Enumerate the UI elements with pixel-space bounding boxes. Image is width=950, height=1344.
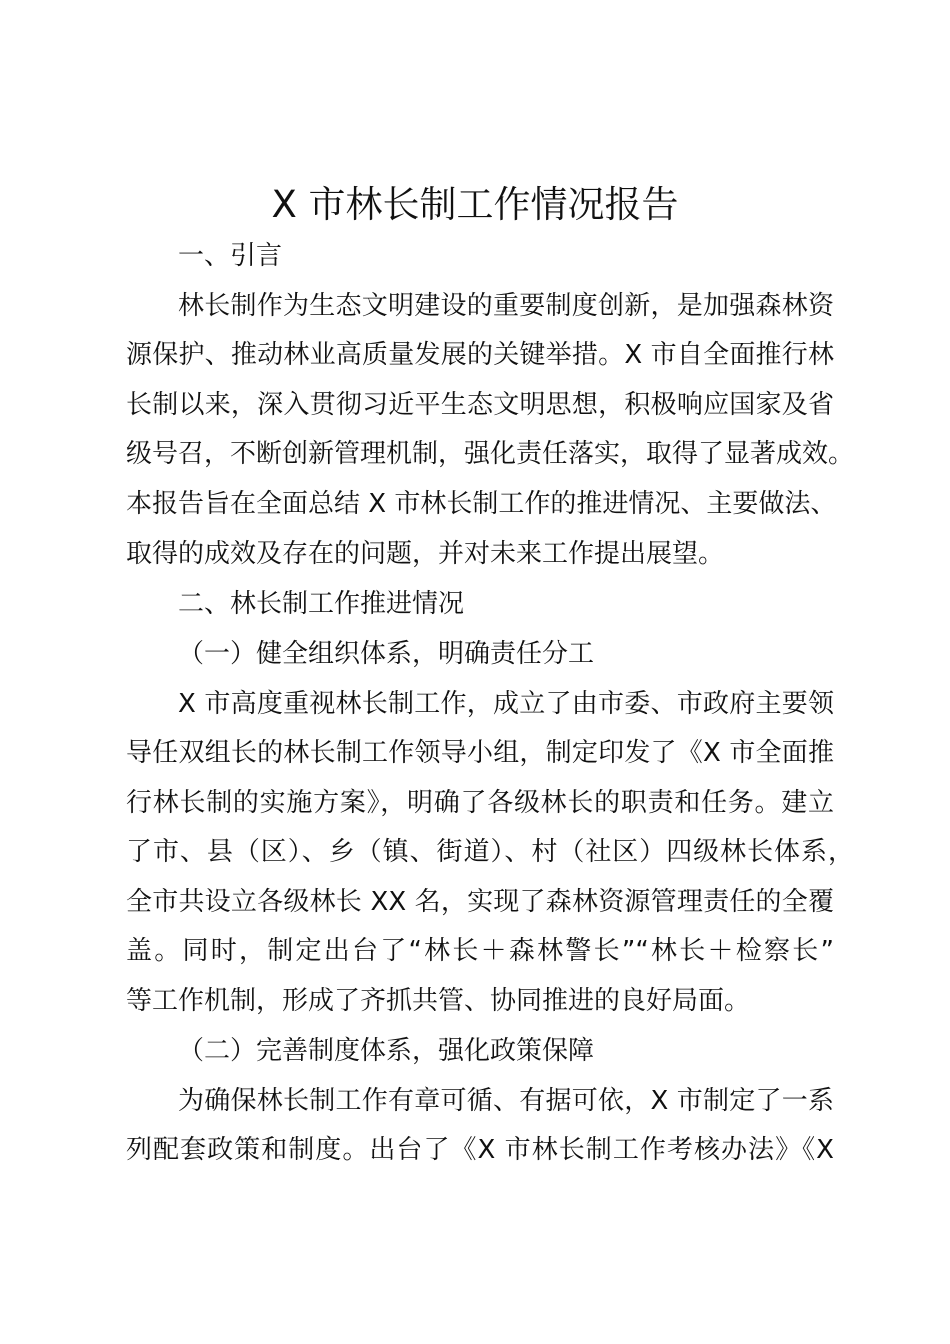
paragraph-line: 等工作机制，形成了齐抓共管、协同推进的良好局面。	[126, 986, 751, 1016]
paragraph-line: 盖。同时，制定出台了“林长＋森林警长”“林长＋检察长”	[126, 936, 834, 966]
section-heading-introduction: 一、引言	[178, 241, 283, 271]
paragraph-line: X 市高度重视林长制工作，成立了由市委、市政府主要领	[178, 689, 834, 719]
paragraph-line: 长制以来，深入贯彻习近平生态文明思想，积极响应国家及省	[126, 390, 834, 420]
paragraph-line: 列配套政策和制度。出台了《X 市林长制工作考核办法》《X	[126, 1135, 834, 1165]
subsection-heading-organization: （一）健全组织体系，明确责任分工	[178, 639, 595, 669]
paragraph-line: 级号召，不断创新管理机制，强化责任落实，取得了显著成效。	[126, 439, 855, 469]
paragraph-line: 本报告旨在全面总结 X 市林长制工作的推进情况、主要做法、	[126, 489, 837, 519]
paragraph-line: 全市共设立各级林长 XX 名，实现了森林资源管理责任的全覆	[126, 887, 834, 917]
document-title: X 市林长制工作情况报告	[271, 183, 679, 226]
paragraph-line: 取得的成效及存在的问题，并对未来工作提出展望。	[126, 539, 725, 569]
subsection-heading-policy: （二）完善制度体系，强化政策保障	[178, 1036, 595, 1066]
paragraph-line: 行林长制的实施方案》，明确了各级林长的职责和任务。建立	[126, 788, 834, 818]
paragraph-line: 源保护、推动林业高质量发展的关键举措。X 市自全面推行林	[126, 340, 834, 370]
paragraph-line: 了市、县（区）、乡（镇、街道）、村（社区）四级林长体系，	[126, 837, 854, 867]
paragraph-line: 导任双组长的林长制工作领导小组，制定印发了《X 市全面推	[126, 738, 834, 768]
paragraph-line: 林长制作为生态文明建设的重要制度创新，是加强森林资	[178, 291, 834, 321]
section-heading-progress: 二、林长制工作推进情况	[178, 589, 465, 619]
paragraph-line: 为确保林长制工作有章可循、有据可依，X 市制定了一系	[178, 1086, 834, 1116]
